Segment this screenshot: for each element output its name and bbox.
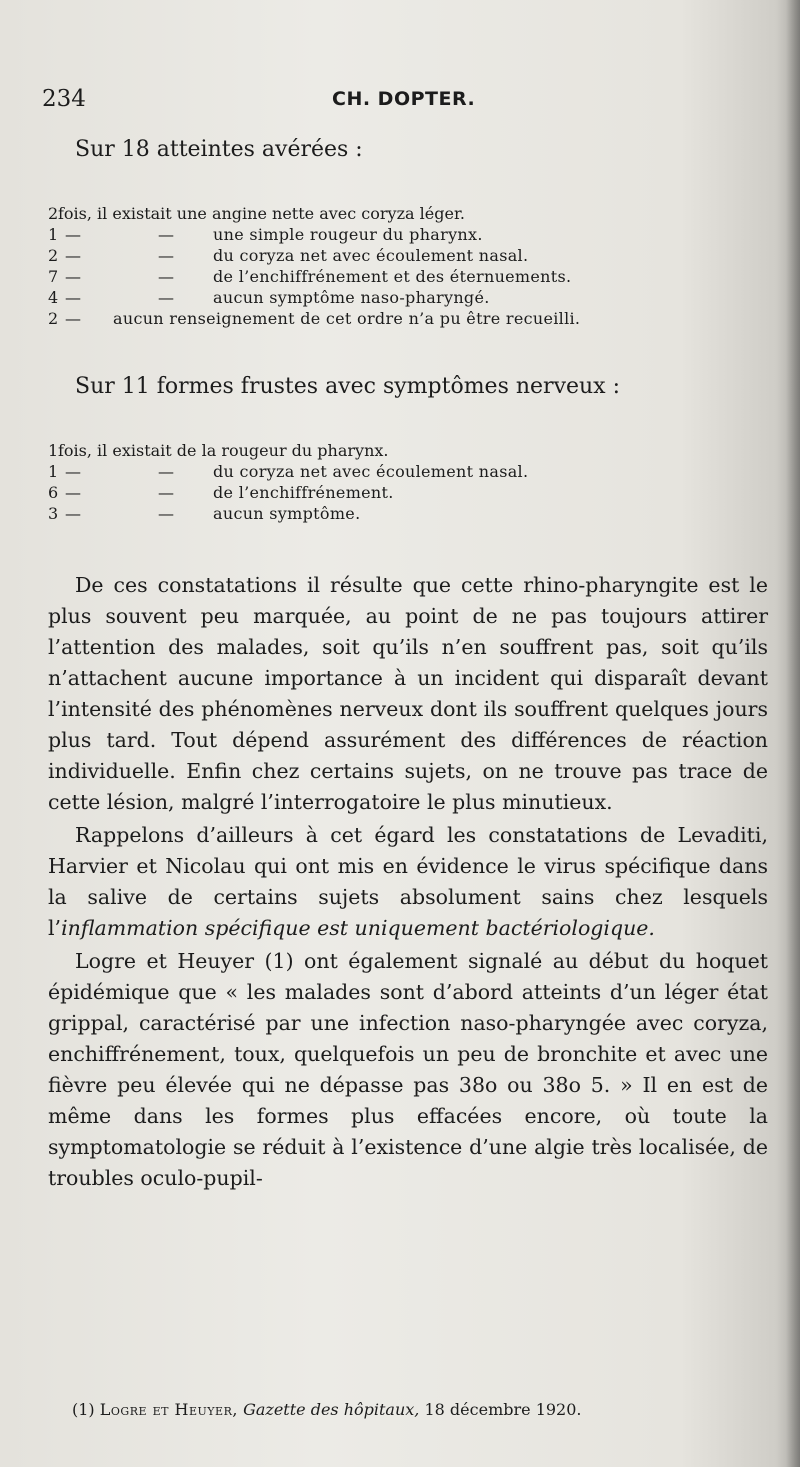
footnote-date: 18 décembre 1920.	[424, 1400, 582, 1419]
paragraph-conclusions: De ces constatations il résulte que cette rhino-pharyngite est le plus souvent peu marquée, au point de ne pas toujours attirer l’attention des malades, soit qu’ils n’en souffrent pas, soit qu’ils n’attachent aucune importance à un incident qui disparaît devant l’intensité des phénomènes nerveux dont ils souffrent quelques jours plus tard. Tout dépend assurément des différences de réaction individuelle. Enfin chez certains sujets, on ne trouve pas trace de cette lésion, malgré l’interrogatoire le plus minutieux.	[48, 573, 768, 814]
count: 2	[48, 204, 59, 223]
italic-phrase: inflammation spécifique est uniquement bactériologique.	[61, 916, 655, 940]
ditto-dash: —	[65, 309, 81, 328]
ditto-dash: —	[158, 462, 174, 481]
item-text: de l’enchiffrénement.	[213, 483, 394, 502]
ditto-dash: —	[158, 267, 174, 286]
paragraph-text: Rappelons d’ailleurs à cet égard les constatations de Levaditi, Harvier et Nicolau qui ont mis en évidence le virus spécifique dans la salive de certains sujets absolument sains chez lesquels l’	[48, 823, 768, 940]
paragraph-logre-heuyer: Logre et Heuyer (1) ont également signalé au début du hoquet épidémique que « les malades sont d’abord atteints d’un léger état grippal, caractérisé par une infection naso-pharyngée avec coryza, enchiffrénement, toux, quelquefois un peu de bronchite et avec une fièvre peu élevée qui ne dépasse pas 38o ou 38o 5. » Il en est de même dans les formes plus effacées encore, où toute la symptomatologie se réduit à l’existence d’une algie très localisée, de troubles oculo-pupil-	[48, 949, 768, 1190]
count: 4	[48, 288, 59, 307]
item-text: du coryza net avec écoulement nasal.	[213, 246, 529, 265]
ditto-dash: —	[158, 483, 174, 502]
count: 1	[48, 462, 59, 481]
ditto-dash: —	[158, 288, 174, 307]
count: 7	[48, 267, 59, 286]
count: 2	[48, 309, 59, 328]
footnote-journal: Gazette des hôpitaux,	[243, 1400, 420, 1419]
item-text: de l’enchiffrénement et des éternuements.	[213, 267, 572, 286]
ditto-dash: —	[158, 225, 174, 244]
page-number: 234	[42, 86, 86, 112]
count: 2	[48, 246, 59, 265]
ditto-dash: —	[65, 504, 81, 523]
count: 6	[48, 483, 59, 502]
footnote-authors: Logre et Heuyer,	[99, 1400, 238, 1419]
main-text	[48, 570, 768, 1194]
item-text: aucun symptôme.	[213, 504, 361, 523]
ditto-dash: —	[65, 267, 81, 286]
section1-title: Sur 18 atteintes avérées :	[75, 137, 363, 162]
item-text: aucun symptôme naso-pharyngé.	[213, 288, 490, 307]
ditto-dash: —	[65, 225, 81, 244]
item-text: du coryza net avec écoulement nasal.	[213, 462, 529, 481]
item-text: aucun renseignement de cet ordre n’a pu être recueilli.	[113, 309, 581, 328]
ditto-dash: —	[65, 483, 81, 502]
footnote	[72, 1400, 772, 1419]
count: 3	[48, 504, 59, 523]
item-text: une simple rougeur du pharynx.	[213, 225, 483, 244]
ditto-dash: —	[158, 504, 174, 523]
item-text: fois, il existait une angine nette avec coryza léger.	[58, 204, 465, 223]
section2-title: Sur 11 formes frustes avec symptômes nerveux :	[75, 374, 620, 399]
page-header	[42, 86, 762, 122]
ditto-dash: —	[65, 462, 81, 481]
page-gutter-shadow	[786, 0, 800, 1467]
ditto-dash: —	[65, 246, 81, 265]
ditto-dash: —	[65, 288, 81, 307]
count: 1	[48, 441, 59, 460]
ditto-dash: —	[158, 246, 174, 265]
count: 1	[48, 225, 59, 244]
item-text: fois, il existait de la rougeur du pharynx.	[58, 441, 389, 460]
paragraph-levaditi	[48, 820, 768, 944]
footnote-marker: (1)	[72, 1400, 95, 1419]
running-head: CH. DOPTER.	[332, 88, 476, 110]
